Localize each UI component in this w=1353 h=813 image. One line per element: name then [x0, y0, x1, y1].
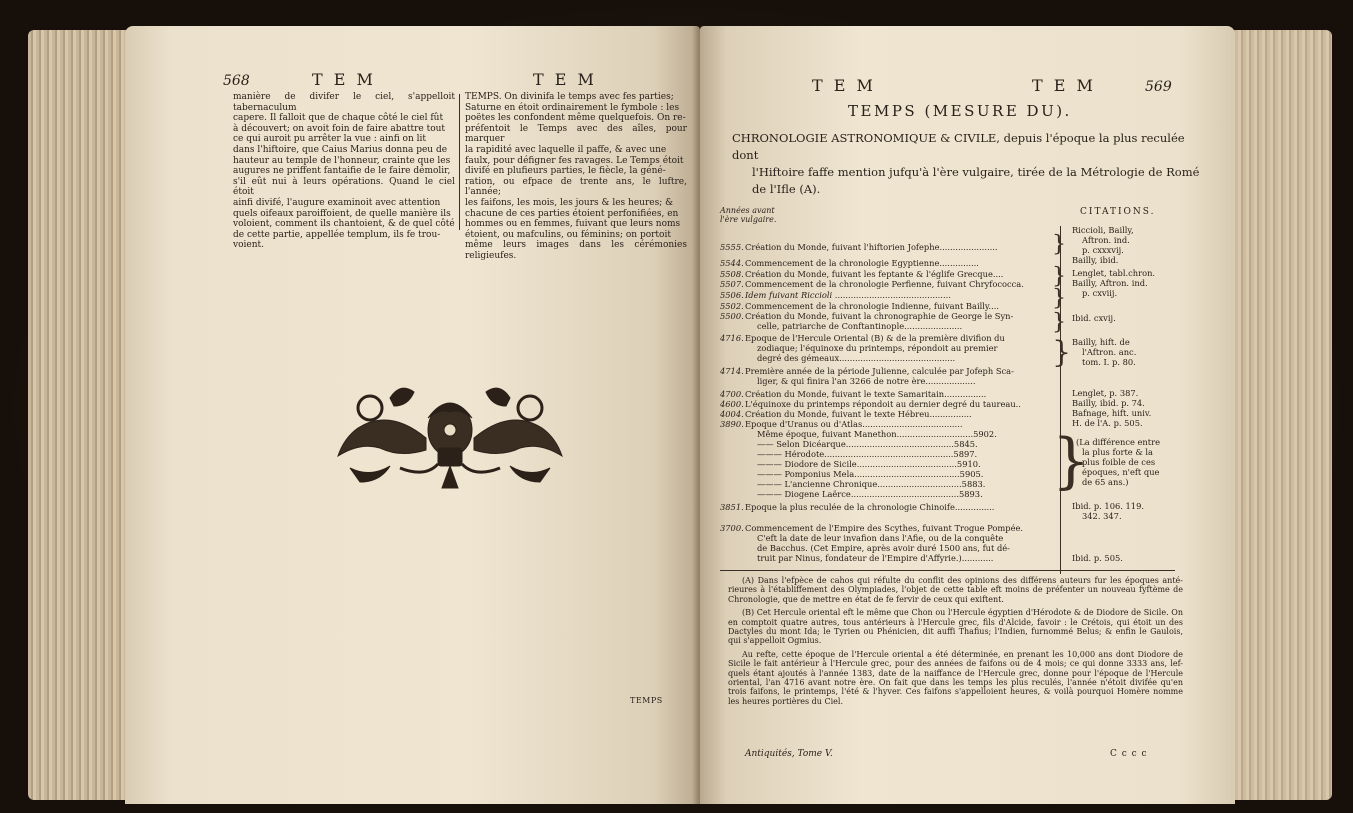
citation: l'Aftron. anc.: [1082, 347, 1137, 357]
citation: (La différence entre: [1076, 437, 1160, 447]
text-line: s'il eût nui à leurs opérations. Quand le ciel étoit: [233, 176, 455, 198]
heading-line: l'ère vulgaire.: [720, 215, 777, 224]
citation: Bailly, Aftron. ind.: [1072, 278, 1148, 288]
heading-line: Années avant: [720, 206, 775, 215]
brace: }: [1052, 310, 1066, 335]
event: ——— Hérodote.................................................5897.: [757, 449, 978, 459]
event: Création du Monde, fuivant le texte Hébreu................: [745, 409, 972, 419]
brace: }: [1052, 264, 1066, 289]
citation: Aftron. ind.: [1082, 235, 1130, 245]
year: 4004.: [720, 409, 744, 419]
text-line: de cette partie, appellée templum, ils fe trou-: [233, 229, 441, 240]
year: 5502.: [720, 301, 744, 311]
citation: Bailly, hift. de: [1072, 337, 1130, 347]
event: ——— L'ancienne Chronique................................5883.: [757, 479, 986, 489]
year: 3851.: [720, 502, 744, 512]
citation: H. de l'A. p. 505.: [1072, 418, 1143, 428]
footnote: (A) Dans l'efpèce de cahos qui réfulte du conflit des opinions des différens auteurs fur les époques anté-rieures à l'établiffement des Olympiades, l'objet de cette table eft moins de préfenter un nouveau fyftème de Chronologie, que de mettre en état de fe fervir de ceux qui exiftent.: [728, 576, 1183, 604]
catchword: TEMPS: [630, 696, 663, 705]
citation: la plus forte & la: [1082, 447, 1153, 457]
event: —— Selon Dicéarque.........................................5845.: [757, 439, 978, 449]
event: ——— Diogene Laërce.........................................5893.: [757, 489, 983, 499]
citation: Bailly, ibid.: [1072, 255, 1119, 265]
text-line: hauteur au temple de l'honneur, crainte que les: [233, 155, 451, 166]
text-line: divifé en plufieurs parties, le fiècle, la géné-: [465, 166, 666, 177]
text-line: ainfi divifé, l'augure examinoit avec attention: [233, 197, 441, 208]
year: 3700.: [720, 523, 744, 533]
left-column-1: [233, 92, 455, 251]
intro-line: CHRONOLOGIE ASTRONOMIQUE & CIVILE, depuis l'époque la plus reculée dont: [732, 131, 1185, 162]
event: celle, patriarche de Conftantinople......................: [757, 321, 963, 331]
text-line: même leurs images dans les cérémonies religieufes.: [465, 240, 687, 261]
footnotes: [728, 576, 1183, 710]
text-line: ration, ou efpace de trente ans, le luftre, l'année;: [465, 176, 687, 198]
running-header-right-2: T E M: [1032, 76, 1096, 95]
event: Première année de la période Julienne, calculée par Jofeph Sca-: [745, 366, 1014, 376]
text-line: la rapidité avec laquelle il paffe, & avec une: [465, 144, 667, 155]
year: 4714.: [720, 366, 744, 376]
citation: Lenglet, tabl.chron.: [1072, 268, 1156, 278]
event: Création du Monde, fuivant les feptante & l'églife Grecque....: [745, 269, 1004, 279]
citation: Ibid. p. 106. 119.: [1072, 501, 1144, 511]
brace: }: [1052, 232, 1066, 257]
text-line: capere. Il falloit que de chaque côté le ciel fût: [233, 113, 444, 124]
year: 5507.: [720, 279, 744, 289]
intro-paragraph: [732, 130, 1202, 198]
text-line: Saturne en étoit ordinairement le fymbole : les: [465, 102, 680, 113]
event: C'eft la date de leur invafion dans l'Afie, ou de la conquête: [757, 533, 1004, 543]
year: 5506.: [720, 290, 744, 300]
page-edges-right: [1222, 30, 1332, 800]
text-line: poëtes les confondent même quelquefois. On re-: [465, 113, 686, 124]
text-line: voient.: [233, 240, 264, 251]
event: degré des gémeaux............................................: [757, 353, 956, 363]
floral-ornament-icon: [330, 378, 570, 493]
event: Commencement de l'Empire des Scythes, fuivant Trogue Pompée.: [745, 523, 1024, 533]
citation: plus foible de ces: [1082, 457, 1156, 467]
citations-column-heading: CITATIONS.: [1080, 207, 1156, 217]
event: Création du Monde, fuivant le texte Samaritain................: [745, 389, 987, 399]
text-line: les faifons, les mois, les jours & les heures; &: [465, 197, 674, 208]
signature-title: Antiquités, Tome V.: [745, 749, 833, 759]
citation: Ibid. p. 505.: [1072, 553, 1123, 563]
event: truit par Ninus, fondateur de l'Empire d'Affyrie.)............: [757, 553, 994, 563]
years-column-heading: [720, 206, 776, 224]
text-line: chacune de ces parties étoient perfonifiées, en: [465, 208, 679, 219]
citation: tom. I. p. 80.: [1082, 357, 1136, 367]
event: Même époque, fuivant Manethon.............................5902.: [757, 429, 997, 439]
text-line: manière de divifer le ciel, s'appelloit tabernaculum: [233, 92, 455, 113]
event: ——— Pomponius Mela........................................5905.: [757, 469, 984, 479]
running-header-left-1: T E M: [312, 70, 376, 89]
citation: Bafnage, hift. univ.: [1072, 408, 1152, 418]
citation: p. cxviij.: [1082, 288, 1118, 298]
year: 5544.: [720, 258, 744, 268]
intro-line: l'Hiftoire faffe mention jufqu'à l'ère vulgaire, tirée de la Métrologie de Romé: [752, 165, 1200, 179]
event: de Bacchus. (Cet Empire, après avoir duré 1500 ans, fut dé-: [757, 543, 1010, 553]
page-number-right: 569: [1145, 79, 1172, 95]
event: Epoque la plus reculée de la chronologie Chinoife...............: [745, 502, 995, 512]
citation: p. cxxxvij.: [1082, 245, 1124, 255]
citation: Ibid. cxvij.: [1072, 313, 1116, 323]
section-title: TEMPS (MESURE DU).: [848, 102, 1072, 120]
page-number-left: 568: [223, 73, 250, 89]
citation: Bailly, ibid. p. 74.: [1072, 398, 1145, 408]
text-line: quels oifeaux paroiffoient, de quelle manière ils: [233, 208, 451, 219]
brace: }: [1052, 335, 1072, 370]
left-column-2: [465, 92, 687, 262]
running-header-left-2: T E M: [533, 70, 597, 89]
year: 5500.: [720, 311, 744, 321]
brace: }: [1052, 286, 1066, 311]
citation: de 65 ans.): [1082, 477, 1129, 487]
year: 3890.: [720, 419, 744, 429]
event: Commencement de la chronologie Indienne, fuivant Bailly....: [745, 301, 1000, 311]
year: 5508.: [720, 269, 744, 279]
year: 5555.: [720, 242, 744, 252]
event: Idem fuivant Riccioli ............................................: [745, 290, 951, 300]
footnote: Au refte, cette époque de l'Hercule oriental a été déterminée, en prenant les 10,000 ans dont Diodore de Sicile le fait antérieur à l'Hercule grec, pour des années de faifons ou de 4 mois; ce qui donne 3333 ans, lef-quels étant ajoutés à l'année 1383, date de la naiffance de l'Hercule grec, donne pour l'époque de l'Hercule oriental, l'an 4716 avant notre ère. On fait que dans les temps les plus reculés, l'année n'étoit divifée qu'en trois faifons, le printemps, l'été & l'hyver. Ces faifons s'appelloient heures, & voilà pourquoi Homère nomme les heures portières du Ciel.: [728, 649, 1183, 706]
intro-line: de l'Ifle (A).: [752, 182, 821, 196]
event: ——— Diodore de Sicile......................................5910.: [757, 459, 981, 469]
signature-mark: C c c c: [1110, 749, 1148, 759]
footnote: (B) Cet Hercule oriental eft le même que Chon ou l'Hercule égyptien d'Hérodote & de Diodore de Sicile. On en comptoit quatre autres, tous antérieurs à l'Hercule grec, fils d'Alcide, favoir : le Crétois, qui étoit un des Dactyles du mont Ida; le Tyrien ou Phénicien, dit auffi Thafius; l'Indien, furnommé Belus; & enfin le Gaulois, qui s'appelloit Ogmius.: [728, 608, 1183, 646]
event: Commencement de la chronologie Perfienne, fuivant Chryfococca.: [745, 279, 1024, 289]
event: Epoque d'Uranus ou d'Atlas......................................: [745, 419, 963, 429]
event: Epoque de l'Hercule Oriental (B) & de la première divifion du: [745, 333, 1005, 343]
event: L'équinoxe du printemps répondoit au dernier degré du taureau..: [745, 399, 1021, 409]
text-line: à découvert; on avoit foin de faire abattre tout: [233, 123, 446, 134]
citation: époques, n'eft que: [1082, 467, 1160, 477]
event: Création du Monde, fuivant l'hiftorien Jofephe......................: [745, 242, 998, 252]
text-line: augures ne priffent fantaifie de le faire démolir,: [233, 166, 451, 177]
citation: 342. 347.: [1082, 511, 1122, 521]
text-line: faulx, pour défigner fes ravages. Le Temps étoit: [465, 155, 684, 166]
text-line: étoient, ou mafculins, ou féminins; on portoit: [465, 229, 671, 240]
left-page: [125, 26, 700, 804]
year: 4700.: [720, 389, 744, 399]
running-header-right-1: T E M: [812, 76, 876, 95]
event: Commencement de la chronologie Egyptienne...............: [745, 258, 979, 268]
footnote-rule: [720, 570, 1175, 571]
event: zodiaque; l'équinoxe du printemps, répondoit au premier: [757, 343, 998, 353]
citation: Riccioli, Bailly,: [1072, 225, 1134, 235]
year: 4716.: [720, 333, 744, 343]
text-line: hommes ou en femmes, fuivant que leurs noms: [465, 219, 681, 230]
event: liger, & qui finira l'an 3266 de notre ère...................: [757, 376, 976, 386]
brace: }: [1052, 426, 1091, 496]
text-line: préfentoit le Temps avec des aîles, pour marquer: [465, 123, 687, 145]
year: 4600.: [720, 399, 744, 409]
text-line: ce qui auroit pu arrêter la vue : ainfi on lit: [233, 134, 427, 145]
citation: Lenglet, p. 387.: [1072, 388, 1139, 398]
column-rule: [459, 94, 460, 230]
right-page: [700, 26, 1235, 804]
text-line: dans l'hiftoire, que Caius Marius donna peu de: [233, 144, 448, 155]
event: Création du Monde, fuivant la chronographie de George le Syn-: [745, 311, 1014, 321]
text-line: voloient, comment ils chantoient, & de quel côté: [233, 219, 455, 230]
text-line: TEMPS. On divinifa le temps avec fes parties;: [465, 92, 674, 102]
